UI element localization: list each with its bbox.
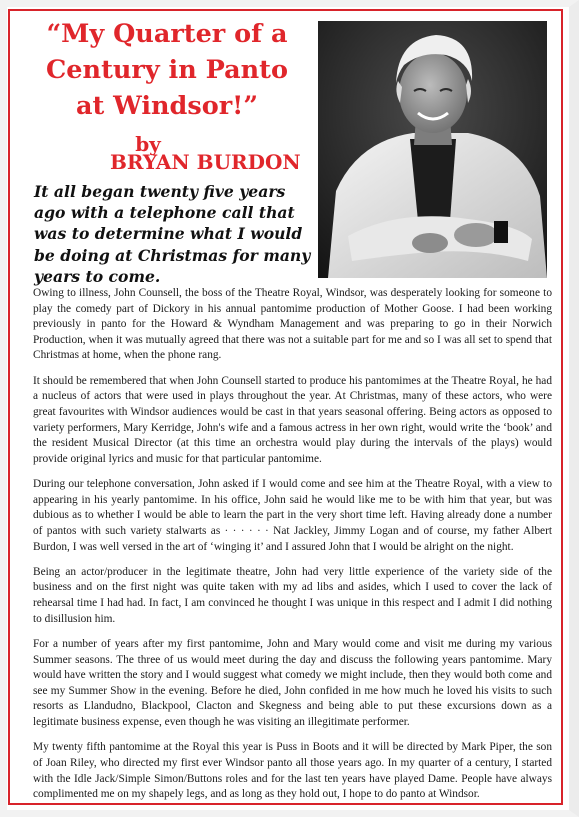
author-name: BRYAN BURDON (110, 150, 301, 174)
article-body (33, 286, 552, 813)
portrait-photo-icon (318, 21, 547, 278)
body-paragraph-5: For a number of years after my first pantomime, John and Mary would come and visit me during my various Summer seasons. The three of us would meet during the day and discuss the following years pantomime. Mary would have written the story and I would suggest what comedy we might include, then they would both come and see my Summer Show in the evening. Before he died, John confided in me how much he loved his visits to such resorts as Llandudno, Blackpool, Clacton and Skegness and being able to put these excursions down as a legitimate business expense, even though he was visiting an illegitimate performer. (33, 638, 552, 729)
title-line-1: “My Quarter of a (46, 19, 288, 49)
body-paragraph-1: Owing to illness, John Counsell, the boss of the Theatre Royal, Windsor, was desperately looking for someone to play the comedy part of Dickory in his annual pantomime production of Mother Goose. I had been working previously in panto for the Howard & Wyndham Management and was preparing to go in their Norwich Production, when it was mutually agreed that there was not a suitable part for me and so I was all set to spend that Christmas at home, when the phone rang. (33, 287, 552, 362)
portrait-photo (318, 21, 547, 278)
body-paragraph-3: During our telephone conversation, John asked if I would come and see him at the Theatre Royal, with a view to appearing in his yearly pantomime. In his office, John said he would like me to be with him that year, but was dubious as to whether I would be able to learn the part in the very short time left. Having already done a number of pantos with such variety stalwarts as · · · · · · Nat Jackley, Jimmy Logan and of course, my father Albert Burdon, I was well versed in the art of ‘winging it’ and I assured John that I would be alright on the night. (33, 478, 552, 553)
body-paragraph-4: Being an actor/producer in the legitimate theatre, John had very little experience of the variety side of the business and on the first night was quite taken with my ad libs and asides, which I used to cover the lack of rehearsal time I had had. In fact, I am convinced he thought I was unique in this respect and I admit I did nothing to disillusion him. (33, 565, 552, 625)
intro-paragraph: It all began twenty five years ago with a telephone call that was to determine what I would be doing at Christmas for many years to come. (34, 182, 311, 286)
title-line-3: at Windsor!” (75, 91, 259, 121)
body-paragraph-2: It should be remembered that when John Counsell started to produce his pantomimes at the Theatre Royal, he had a nucleus of actors that were used in plays throughout the year. At Christmas, many of these actors, who were great favourites with Windsor audiences would be cast in that years seasonal offering. Being actors as opposed to variety performers, Mary Kerridge, John's wife and a famous actress in her own right, would write the ‘book’ and the resident Musical Director (at this time an orchestra would play during the intervals of the plays) would provide original lyrics and music for that particular pantomime. (33, 374, 552, 465)
byline-by: by (135, 132, 161, 156)
title-line-2: Century in Panto (46, 55, 288, 85)
article-title (18, 16, 316, 124)
body-paragraph-6: My twenty fifth pantomime at the Royal this year is Puss in Boots and it will be directed by Mark Piper, the son of Joan Riley, who directed my first ever Windsor panto all those years ago. In my quarter of a century, I started with the Idle Jack/Simple Simon/Buttons roles and for the last ten years have played Dame. People have always complimented me on my shapely legs, and as long as they hold out, I hope to do panto at Windsor. (33, 741, 552, 801)
